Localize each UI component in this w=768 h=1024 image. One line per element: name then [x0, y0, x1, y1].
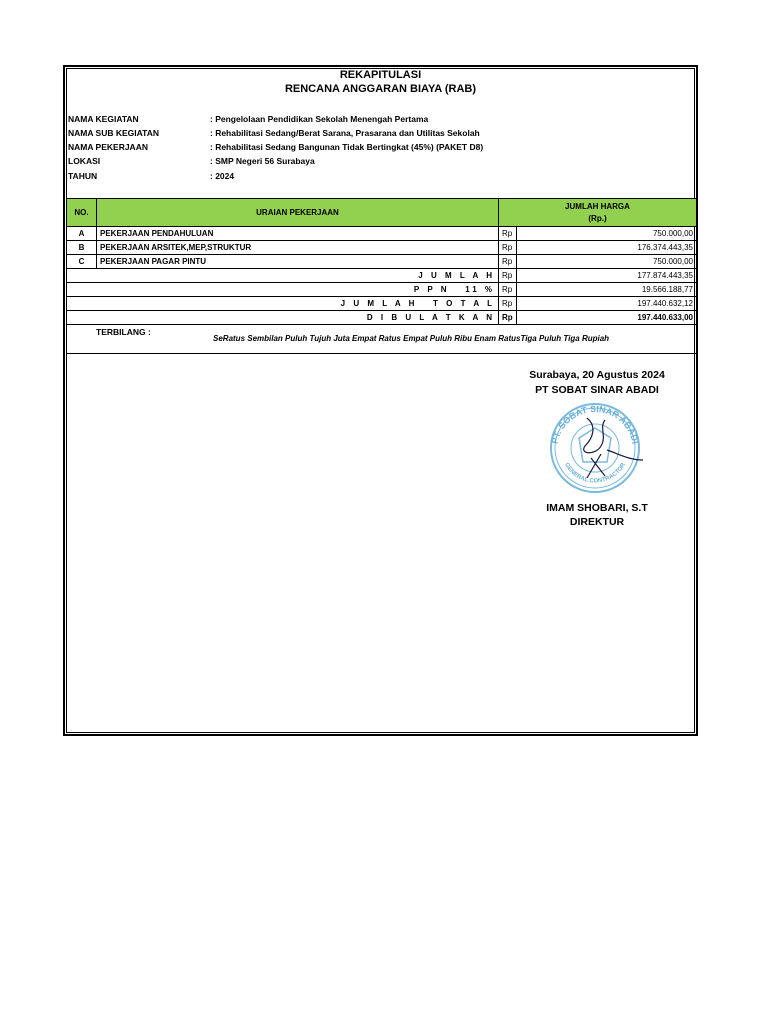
svg-text:GENERAL CONTRACTOR: GENERAL CONTRACTOR: [563, 462, 627, 485]
svg-text:PT. SOBAT SINAR ABADI: PT. SOBAT SINAR ABADI: [549, 403, 641, 445]
row-rp: Rp: [499, 241, 517, 255]
summary-label: P P N 11 %: [67, 283, 499, 297]
info-label: TAHUN: [68, 171, 98, 181]
summary-rp: Rp: [499, 269, 517, 283]
col-harga-unit: (Rp.): [588, 213, 607, 223]
table-row: [67, 241, 697, 255]
company-stamp-icon: [535, 398, 655, 498]
row-no: A: [67, 227, 97, 241]
row-no: B: [67, 241, 97, 255]
summary-value: 19.566.188,77: [516, 283, 696, 297]
col-harga-header: [499, 199, 697, 227]
info-label: NAMA KEGIATAN: [68, 114, 139, 124]
signature-place-date: Surabaya, 20 Agustus 2024: [529, 369, 665, 381]
summary-value: 197.440.633,00: [516, 311, 696, 325]
summary-value: 177.874.443,35: [516, 269, 696, 283]
row-rp: Rp: [499, 255, 517, 269]
row-value: 176.374.443,35: [516, 241, 696, 255]
signature-company: PT SOBAT SINAR ABADI: [535, 384, 659, 396]
col-harga-title: JUMLAH HARGA: [565, 201, 630, 211]
signature-position: DIREKTUR: [569, 516, 625, 528]
row-value: 750.000,00: [516, 255, 696, 269]
summary-label: J U M L A H T O T A L: [67, 297, 499, 311]
info-value: : Rehabilitasi Sedang/Berat Sarana, Prasarana dan Utilitas Sekolah: [210, 128, 480, 138]
col-uraian-header: URAIAN PEKERJAAN: [97, 199, 499, 227]
row-uraian: PEKERJAAN ARSITEK,MEP,STRUKTUR: [97, 241, 499, 255]
terbilang-label: TERBILANG :: [96, 327, 151, 337]
rab-table: [66, 198, 697, 325]
summary-rp: Rp: [499, 311, 517, 325]
doc-title: REKAPITULASI: [339, 69, 422, 81]
summary-row-total: [67, 297, 697, 311]
info-label: NAMA SUB KEGIATAN: [68, 128, 159, 138]
row-rp: Rp: [499, 227, 517, 241]
signature-name: IMAM SHOBARI, S.T: [546, 502, 648, 514]
info-value: : Rehabilitasi Sedang Bangunan Tidak Bertingkat (45%) (PAKET D8): [210, 142, 484, 152]
summary-row-ppn: [67, 283, 697, 297]
summary-rp: Rp: [499, 283, 517, 297]
info-label: NAMA PEKERJAAN: [68, 142, 148, 152]
summary-row-dibulatkan: [67, 311, 697, 325]
table-row: [67, 255, 697, 269]
row-no: C: [67, 255, 97, 269]
summary-rp: Rp: [499, 297, 517, 311]
summary-label: J U M L A H: [67, 269, 499, 283]
summary-value: 197.440.632,12: [516, 297, 696, 311]
summary-label: D I B U L A T K A N: [67, 311, 499, 325]
info-value: : 2024: [210, 171, 235, 181]
col-no-header: NO.: [67, 199, 97, 227]
info-label: LOKASI: [68, 156, 101, 166]
table-header-row: [67, 199, 697, 227]
info-value: : Pengelolaan Pendidikan Sekolah Menengah Pertama: [210, 114, 429, 124]
terbilang-row: [66, 324, 697, 354]
row-uraian: PEKERJAAN PAGAR PINTU: [97, 255, 499, 269]
terbilang-text: SeRatus Sembilan Puluh Tujuh Juta Empat Ratus Empat Puluh Ribu Enam RatusTiga Puluh Tiga Rupiah: [213, 334, 610, 343]
row-uraian: PEKERJAAN PENDAHULUAN: [97, 227, 499, 241]
summary-row-jumlah: [67, 269, 697, 283]
info-value: : SMP Negeri 56 Surabaya: [210, 156, 315, 166]
doc-subtitle: RENCANA ANGGARAN BIAYA (RAB): [284, 83, 477, 95]
row-value: 750.000,00: [516, 227, 696, 241]
table-row: [67, 227, 697, 241]
